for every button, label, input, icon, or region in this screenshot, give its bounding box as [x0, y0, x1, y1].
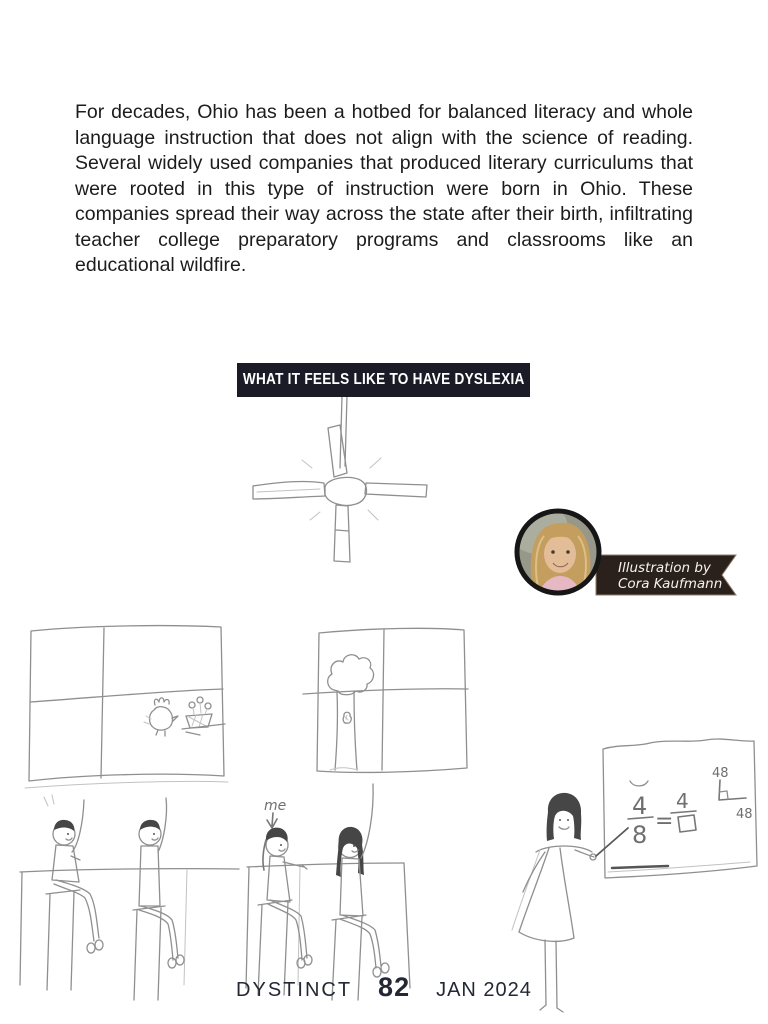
window-with-tree-sketch — [303, 628, 468, 772]
page-number: 82 — [378, 972, 411, 1002]
window-with-bird-sketch — [25, 626, 228, 788]
student-2-sketch — [133, 798, 184, 1000]
credit-ribbon — [592, 549, 740, 601]
board-equals-sign: = — [655, 809, 674, 834]
marker-tray — [612, 866, 668, 868]
magazine-name: DYSTINCT — [236, 979, 353, 1001]
board-fraction2-numerator: 4 — [676, 789, 689, 813]
board-answer-box — [678, 815, 696, 832]
issue-date: JAN 2024 — [436, 979, 532, 1001]
credit-prefix: Illustration by — [618, 560, 711, 576]
board-angle-label-top: 48 — [712, 766, 729, 781]
bird-sketch — [144, 698, 178, 736]
whiteboard-math — [628, 766, 753, 849]
banner-title: WHAT IT FEELS LIKE TO HAVE DYSLEXIA — [242, 371, 525, 388]
student-3-me-sketch — [258, 798, 312, 995]
board-angle-label-right: 48 — [736, 807, 753, 822]
students-at-desks-sketch — [20, 784, 410, 1000]
tree-sketch — [328, 655, 374, 770]
board-fraction1-denominator: 8 — [632, 821, 648, 849]
ceiling-fan-sketch — [253, 396, 427, 562]
board-fraction1-numerator: 4 — [632, 792, 648, 820]
credit-name: Cora Kaufmann — [618, 576, 723, 592]
illustrator-photo — [514, 508, 602, 596]
intro-paragraph: For decades, Ohio has been a hotbed for balanced literacy and whole language instruction that does not align with the science of reading. Several widely used companies that produced literary curriculums that were rooted in this type of instruction were born in Ohio. These companies spread their way across the state after their birth, infiltrating teacher college preparatory programs and classrooms like an educational wildfire. — [75, 101, 693, 276]
dyslexia-banner — [237, 363, 530, 397]
student-1-sketch — [46, 800, 103, 990]
me-arrow — [267, 813, 277, 828]
student-4-sketch — [332, 784, 389, 1000]
pointer-stick — [596, 828, 628, 856]
page-footer — [0, 972, 768, 1003]
nest-sketch — [182, 697, 225, 735]
girl-portrait — [514, 508, 602, 596]
me-label: me — [264, 798, 287, 814]
